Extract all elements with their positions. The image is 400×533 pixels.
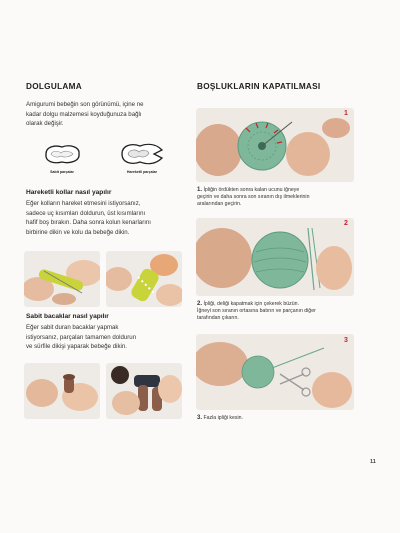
fixed-legs-text <box>26 323 176 352</box>
step-number-2: 2 <box>344 220 348 227</box>
text-line: istiyorsanız, parçaları tamamen doldurun <box>26 333 137 341</box>
text-line: birbirine dikin ve kolu da bebeğe dikin. <box>26 228 130 236</box>
caption-line: geçirin ve daha sonra son sıranın dış ilmeklerinin <box>197 194 310 201</box>
page-number: 11 <box>370 459 376 465</box>
icon-label: Hareketli parçalar <box>126 170 158 174</box>
stuffing-intro <box>26 100 174 129</box>
step-number-1: 1 <box>344 110 348 117</box>
caption-line: İğneyi son sıranın ortasına batırın ve parçanın diğer <box>197 308 316 315</box>
caption-line: İpliğin ördükten sonra kalan ucunu iğneye <box>203 187 300 193</box>
step-1-caption <box>197 187 357 209</box>
icon-label: Sabit parçalar <box>50 170 74 174</box>
step-2-caption <box>197 301 357 323</box>
photo-step-2 <box>196 218 354 296</box>
photo-step-1 <box>196 108 354 182</box>
caption-line: tarafından çıkarın. <box>197 315 239 322</box>
section-heading-stuffing: DOLGULAMA <box>26 82 82 91</box>
photo-arm-sewing-2 <box>106 251 182 307</box>
intro-line: olarak değişir. <box>26 120 64 128</box>
text-line: Eğer sabit duran bacaklar yapmak <box>26 324 119 331</box>
movable-arms-title: Hareketli kollar nasıl yapılır <box>26 189 112 196</box>
light-stuffing-icon <box>40 142 84 173</box>
text-line: sadece uç kısımları doldurun, üst kısımlarını <box>26 209 146 217</box>
text-line: Eğer kolların hareket etmesini istiyorsanız, <box>26 200 141 207</box>
photo-leg-stuffing <box>24 363 100 419</box>
photo-arm-sewing-1 <box>24 251 100 307</box>
caption-line: aralarından geçirin. <box>197 201 242 208</box>
text-line: hafif boş bırakın. Daha sonra kolun kenarlarını <box>26 219 151 227</box>
caption-number: 1. <box>197 187 203 193</box>
section-heading-closing: BOŞLUKLARIN KAPATILMASI <box>197 82 321 91</box>
intro-line: kadar dolgu malzemesi koyduğunuza bağlı <box>26 110 142 118</box>
fixed-legs-title: Sabit bacaklar nasıl yapılır <box>26 313 109 320</box>
text-line: ve sürfile dikişi yaparak bebeğe dikin. <box>26 343 127 351</box>
caption-line: Fazla ipliği kesin. <box>203 415 243 421</box>
caption-number: 3. <box>197 415 203 421</box>
step-3-caption <box>197 415 357 422</box>
step-number-3: 3 <box>344 337 348 344</box>
intro-line: Amigurumi bebeğin son görünümü, içine ne <box>26 101 144 108</box>
caption-number: 2. <box>197 301 203 307</box>
caption-line: İpliği, deliği kapatmak için çekerek büzün. <box>203 301 299 307</box>
firm-stuffing-icon <box>118 140 166 173</box>
movable-arms-text <box>26 199 176 237</box>
photo-step-3 <box>196 334 354 410</box>
photo-leg-sewing <box>106 363 182 419</box>
